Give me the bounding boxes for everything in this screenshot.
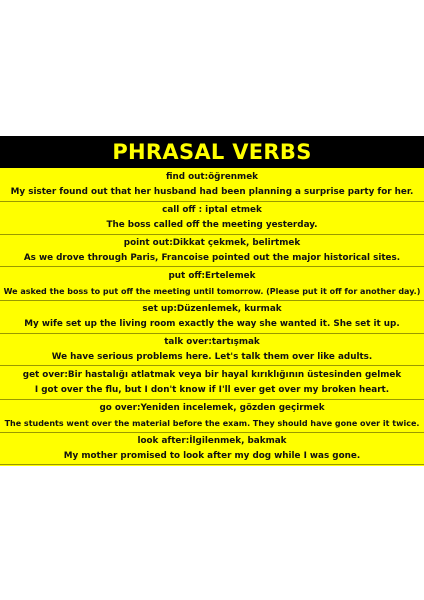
entry-verb: set up:Düzenlemek, kurmak (142, 304, 282, 314)
entry-example: My mother promised to look after my dog while I was gone. (63, 450, 361, 461)
entry-find-out (0, 168, 424, 202)
entry-list (0, 168, 424, 465)
entry-go-over (0, 400, 424, 433)
entry-point-out (0, 235, 424, 267)
entry-get-over (0, 366, 424, 400)
entry-example: The students went over the material before the exam. They should have gone over it twice. (4, 419, 420, 428)
entry-verb: talk over:tartışmak (164, 336, 260, 347)
title-bar (0, 136, 424, 168)
entry-set-up (0, 301, 424, 334)
entry-verb: get over:Bir hastalığı atlatmak veya bir hayal kırıklığının üstesinden gelmek (22, 369, 402, 380)
page-title: PHRASAL VERBS (112, 139, 312, 164)
entry-example: I got over the flu, but I don't know if I'll ever get over my broken heart. (34, 384, 390, 395)
entry-talk-over (0, 334, 424, 366)
entry-verb: point out:Dikkat çekmek, belirtmek (123, 237, 301, 248)
entry-example: My wife set up the living room exactly the way she wanted it. She set it up. (24, 319, 400, 329)
entry-verb: find out:öğrenmek (165, 171, 259, 182)
entry-example: We have serious problems here. Let's talk them over like adults. (51, 351, 373, 362)
entry-example: My sister found out that her husband had been planning a surprise party for her. (10, 186, 414, 197)
entry-example: The boss called off the meeting yesterday. (106, 220, 318, 230)
entry-example: We asked the boss to put off the meeting until tomorrow. (Please put it off for another day.) (3, 286, 421, 296)
phrasal-verbs-card (0, 136, 424, 466)
entry-verb: go over:Yeniden incelemek, gözden geçirmek (99, 403, 325, 413)
entry-look-after (0, 433, 424, 465)
entry-put-off (0, 267, 424, 301)
entry-verb: put off:Ertelemek (168, 270, 256, 281)
entry-verb: look after:İlgilenmek, bakmak (137, 435, 287, 446)
entry-call-off (0, 202, 424, 235)
entry-verb: call off : iptal etmek (162, 205, 262, 215)
entry-example: As we drove through Paris, Francoise pointed out the major historical sites. (23, 252, 401, 263)
